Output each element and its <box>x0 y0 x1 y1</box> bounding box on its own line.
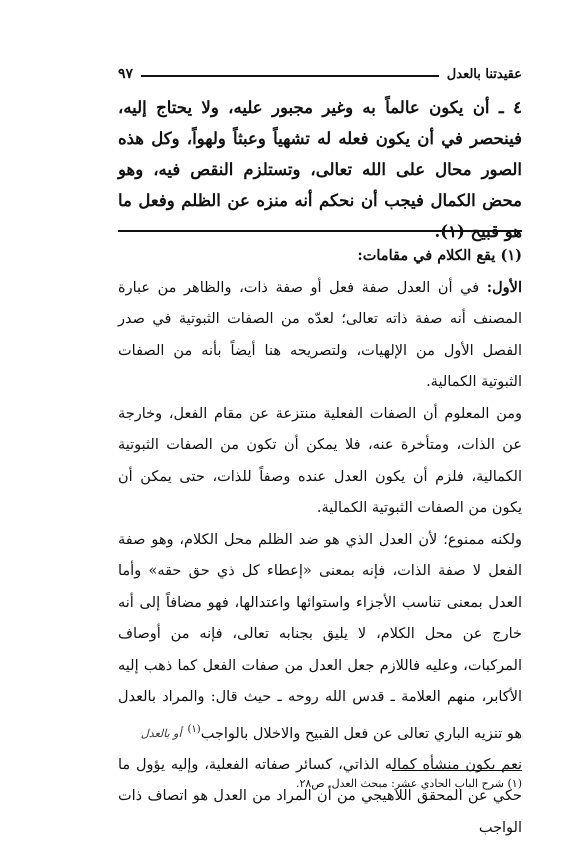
first-text: في أن العدل صفة فعل أو صفة ذات، والظاهر من عبارة المصنف أنه صفة ذاته تعالى؛ لعدّه من الصفات الثبوتية في صدر الفصل الأول من الإلهيات، ولتصريحه هنا أيضاً بأنه من الصفات الثبوتية الكمالية. <box>118 279 522 390</box>
commentary-block <box>118 240 522 844</box>
main-paragraph: ٤ ـ أن يكون عالماً به وغير مجبور عليه، ولا يحتاج إليه، فينحصر في أن يكون فعله له تشهياً وعبثاً ولهواً، وكل هذه الصور محال على الله تعالى، وتستلزم النقص فيه، وهو محض الكمال فيجب أن نحكم أنه منزه عن الظلم وفعل ما هو قبيح (١). <box>118 98 522 241</box>
p3-footnote-ref: (١) <box>187 723 201 735</box>
footnote-rule <box>392 770 522 771</box>
handwritten-note: أو بالعدل <box>140 727 182 741</box>
commentary-p3 <box>118 525 522 750</box>
bottom-footnote: (١) شرح الباب الحادي عشر: مبحث العدل. ص٢٨. <box>295 777 522 790</box>
section-divider <box>118 230 522 232</box>
header-rule <box>141 75 439 77</box>
commentary-p4: نعم يكون منشأه كماله الذاتي، كسائر صفاته الفعلية، وإليه يؤول ما حكي عن المحقق اللاهيجي من أن المراد من العدل هو اتصاف ذات الواجب <box>118 756 522 836</box>
header-title: عقيدتنا بالعدل <box>446 67 522 82</box>
commentary-p2: ومن المعلوم أن الصفات الفعلية منتزعة عن مقام الفعل، وخارجة عن الذات، ومتأخرة عنه، فلا يمكن أن تكون من الصفات الثبوتية الكمالية، فلزم أن يكون العدل عنده وصفاً للذات، حتى يمكن أن يكون من الصفات الثبوتية الكمالية. <box>118 405 522 516</box>
page-number: ٩٧ <box>118 66 134 82</box>
running-header <box>118 62 522 82</box>
commentary-first <box>118 272 522 399</box>
first-label: الأول: <box>486 278 522 296</box>
main-text <box>118 92 522 247</box>
p3-text: ولكنه ممنوع؛ لأن العدل الذي هو ضد الظلم محل الكلام، وهو صفة الفعل لا صفة الذات، فإنه بمعنى «إعطاء كل ذي حق حقه» وأما العدل بمعنى تناسب الأجزاء واستوائها واعتدالها، فهو مضافاً إلى أنه خارج عن محل الكلام، لا يليق بجنابه تعالى، فإنه من أوصاف المركبات، وعليه فاللازم جعل العدل من صفات الفعل كما ذهب إليه الأكابر، منهم العلامة ـ قدس الله روحه ـ حيث قال: والمراد بالعدل هو تنزيه الباري تعالى عن فعل القبيح والاخلال بالواجب <box>118 531 523 742</box>
commentary-intro: (١) يقع الكلام في مقامات: <box>357 247 522 264</box>
